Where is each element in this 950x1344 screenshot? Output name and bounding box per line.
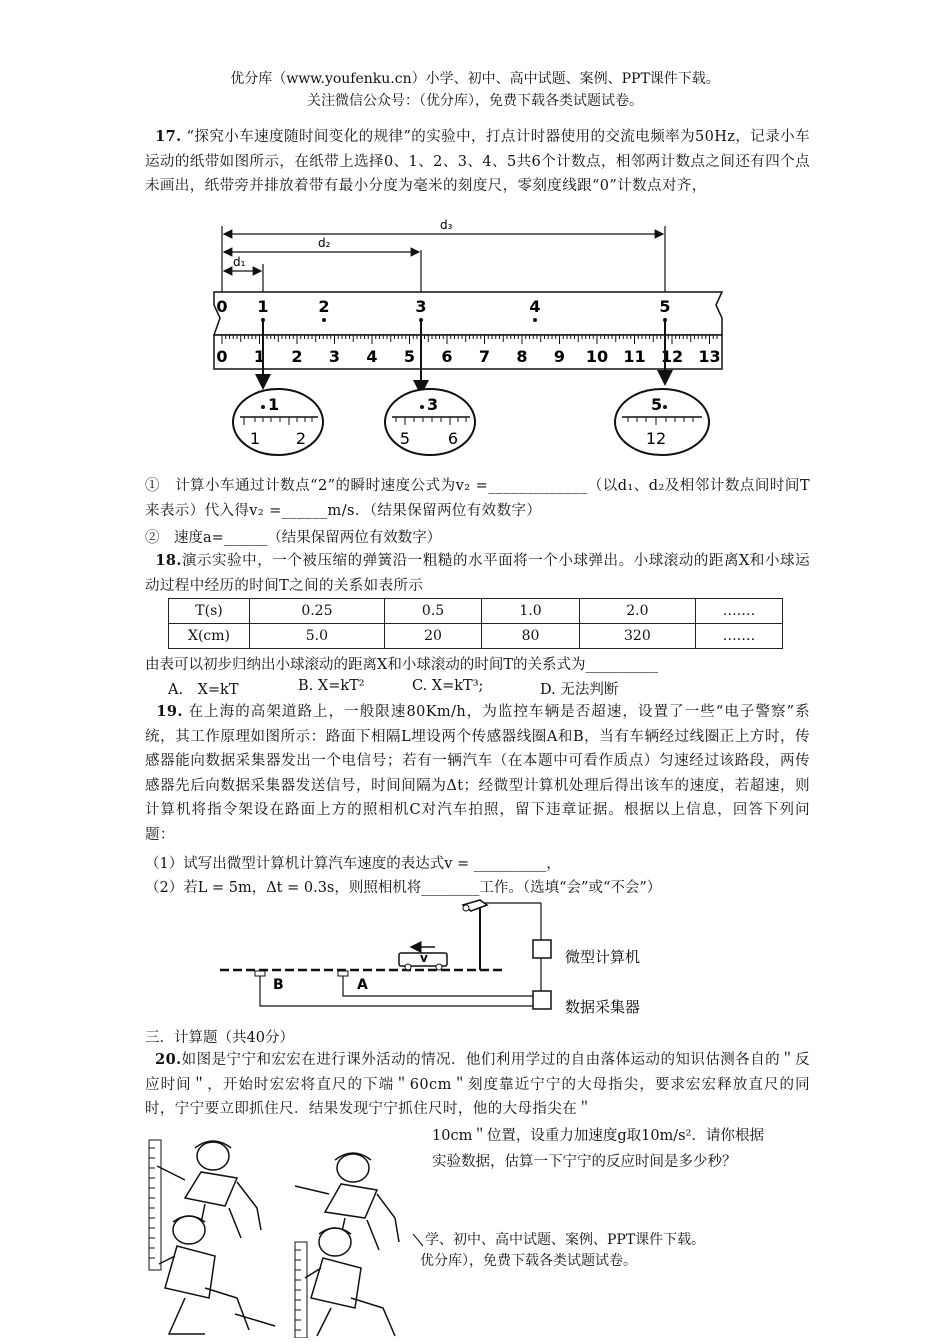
ruler-num-4: 4 (366, 347, 378, 366)
ruler-num-9: 9 (553, 347, 566, 366)
sensor-b (255, 971, 265, 976)
q19-sub-2: （2）若L = 5m，Δt = 0.3s，则照相机将________工作。（选填“会”或“不会”） (145, 880, 662, 896)
sensor-b-label: B (273, 977, 284, 993)
microcomputer-label: 微型计算机 (565, 948, 641, 966)
crouching-child-left (159, 1216, 275, 1334)
q19-text: 在上海的高架道路上，一般限速80Km/h，为监控车辆是否超速，设置了一些“电子警察”系统，其工作原理如图所示：路面下相隔L埋设两个传感器线圈A和B，当有车辆经过线圈正上方时，传感器能向数据采集器发出一个电信号；若有一辆汽车（在本题中可看作质点）匀速经过该路段，两传感器先后向数据采集器发送信号，时间间隔为Δt；经微型计算机处理后得出该车的速度，若超速，则计算机将指令架设在路面上方的照相机C对汽车拍照，留下违章证据。根据以上信息，回答下列问题： (145, 704, 810, 843)
car (399, 947, 447, 970)
table-cell: X(cm) (169, 624, 250, 649)
q20-text-right-1: 10cm＂位置，设重力加速度g取10m/s²．请你根据 (432, 1128, 764, 1144)
ruler-left (149, 1140, 161, 1270)
d2-label: d₂ (318, 236, 331, 250)
zoom-1-dot-label: 1 (268, 395, 280, 414)
ruler-num-5: 5 (403, 347, 416, 366)
q18-stem (145, 549, 810, 598)
zoom-view-5 (615, 389, 709, 455)
ruler-num-3: 3 (328, 347, 341, 366)
zoom-3-scale-a: 5 (399, 429, 411, 448)
point-4: 4 (529, 297, 541, 316)
q18-option-c: C. X=kT³; (412, 678, 484, 694)
sensor-a-label: A (357, 977, 368, 993)
table-cell: 1.0 (482, 599, 579, 624)
q20-number: 20. (155, 1051, 182, 1068)
sensor-a (338, 971, 348, 976)
point-5: 5 (659, 297, 671, 316)
microcomputer-box (533, 940, 551, 958)
q19-sub-1: （1）试写出微型计算机计算汽车速度的表达式v = __________， (145, 856, 561, 872)
point-1: 1 (257, 297, 269, 316)
q19-stem (145, 700, 810, 847)
ruler-num-1: 1 (253, 347, 266, 366)
point-2: 2 (318, 297, 330, 316)
q18-option-d: D. 无法判断 (540, 682, 619, 698)
ruler-num-6: 6 (441, 347, 453, 366)
q17-number: 17. (155, 128, 182, 145)
header-line-2: 关注微信公众号：（优分库），免费下载各类试题试卷。 (307, 93, 643, 109)
q18-after: 由表可以初步归纳出小球滚动的距离X和小球滚动的时间T的关系式为__________ (145, 657, 658, 673)
q19-number: 19. (156, 703, 183, 720)
paper-tape (214, 292, 722, 335)
q18-option-b: B. X=kT² (298, 678, 365, 694)
ruler-num-13: 13 (698, 347, 721, 366)
footer-line-2: 优分库），免费下载各类试题试卷。 (420, 1253, 637, 1269)
q18-option-a: A. X=kT (168, 682, 239, 698)
q18-text: 演示实验中，一个被压缩的弹簧沿一粗糙的水平面将一个小球弹出。小球滚动的距离X和小球运动过程中经历的时间T之间的关系如表所示 (145, 553, 810, 594)
ruler-num-12: 12 (660, 347, 684, 366)
q20-stem (145, 1048, 810, 1122)
section-3-title: 三．计算题（共40分） (145, 1030, 294, 1046)
ruler-num-7: 7 (478, 347, 491, 366)
ruler-num-2: 2 (291, 347, 303, 366)
table-cell: 320 (579, 624, 695, 649)
q18-table (168, 598, 783, 649)
d1-label: d₁ (233, 255, 246, 269)
table-cell: 2.0 (579, 599, 695, 624)
header-line-1: 优分库（www.youfenku.cn）小学、初中、高中试题、案例、PPT课件下载。 (230, 71, 720, 87)
zoom-5-dot-label: 5 (651, 395, 663, 414)
tape-ruler-figure (200, 212, 740, 468)
q17-stem (145, 125, 810, 199)
footer-line-1: 学、初中、高中试题、案例、PPT课件下载。 (425, 1232, 706, 1248)
q20-text-right-2: 实验数据，估算一下宁宁的反应时间是多少秒？ (432, 1154, 737, 1170)
point-3: 3 (415, 297, 427, 316)
zoom-view-1 (233, 389, 323, 455)
reaction-time-illustration (145, 1138, 425, 1338)
ruler-num-8: 8 (516, 347, 528, 366)
ruler-num-10: 10 (585, 347, 609, 366)
point-0: 0 (216, 297, 228, 316)
speed-camera-figure (215, 895, 675, 1020)
q17-sub-1: ① 计算小车通过计数点“2”的瞬时速度公式为v₂ =_____________（以d₁、d₂及相邻计数点间时间T来表示）代入得v₂ =______m/s．（结果保留两位有效数字） (145, 478, 810, 519)
zoom-3-scale-b: 6 (447, 429, 459, 448)
table-cell: ….… (696, 624, 783, 649)
zoom-3-dot-label: 3 (427, 395, 439, 414)
standing-child-left (157, 1141, 261, 1242)
table-row (169, 624, 783, 649)
q20-text: 如图是宁宁和宏宏在进行课外活动的情况．他们利用学过的自由落体运动的知识估测各自的＂反应时间＂，开始时宏宏将直尺的下端＂60cm＂刻度靠近宁宁的大母指尖，要求宏宏释放直尺的同时，宁宁要立即抓住尺．结果发现宁宁抓住尺时，他的大母指尖在＂ (145, 1052, 810, 1117)
q17-sub-2: ② 速度a=______（结果保留两位有效数字） (145, 530, 442, 546)
d3-label: d₃ (440, 218, 453, 232)
ruler-num-0: 0 (216, 347, 228, 366)
table-cell: 0.5 (384, 599, 481, 624)
table-cell: T(s) (169, 599, 250, 624)
q17-text: “探究小车速度随时间变化的规律”的实验中，打点计时器使用的交流电频率为50Hz，记录小车运动的纸带如图所示，在纸带上选择0、1、2、3、4、5共6个计数点，相邻两计数点之间还有四个点未画出，纸带旁并排放着带有最小分度为毫米的刻度尺，零刻度线跟“0”计数点对齐， (145, 129, 810, 194)
table-cell: 80 (482, 624, 579, 649)
table-row (169, 599, 783, 624)
data-collector-box (533, 991, 551, 1009)
table-cell: ….… (696, 599, 783, 624)
q18-number: 18. (155, 552, 182, 569)
zoom-1-scale-b: 2 (295, 429, 307, 448)
zoom-5-scale-a: 12 (645, 429, 667, 448)
ruler (214, 335, 722, 369)
table-cell: 5.0 (250, 624, 385, 649)
zoom-view-3 (385, 389, 475, 455)
table-cell: 0.25 (250, 599, 385, 624)
velocity-label: v (420, 951, 428, 965)
ruler-num-11: 11 (623, 347, 646, 366)
table-cell: 20 (384, 624, 481, 649)
data-collector-label: 数据采集器 (565, 998, 641, 1016)
zoom-1-scale-a: 1 (249, 429, 261, 448)
crouching-child-right (305, 1228, 395, 1336)
